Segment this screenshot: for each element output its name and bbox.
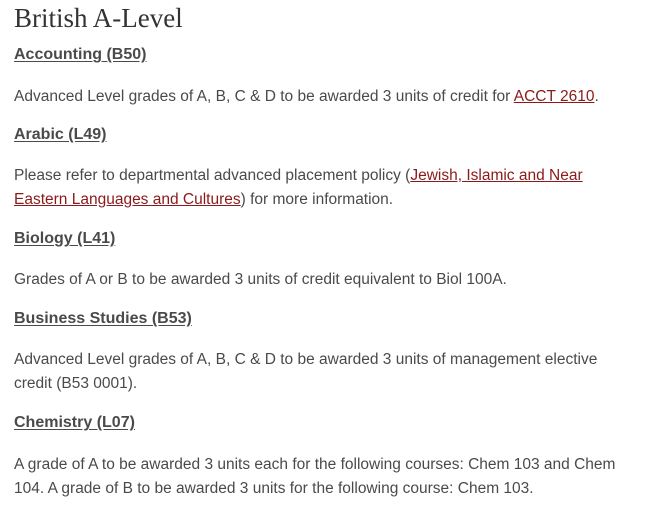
text-arabic-before: Please refer to departmental advanced placement policy ( (14, 167, 411, 184)
heading-business-studies: Business Studies (B53) (14, 310, 192, 327)
link-acct-2610[interactable]: ACCT 2610 (513, 88, 595, 105)
text-arabic-after: ) for more information. (240, 191, 394, 208)
text-accounting-after: . (594, 88, 599, 105)
text-accounting-before: Advanced Level grades of A, B, C & D to be awarded 3 units of credit for (14, 88, 514, 105)
heading-chemistry: Chemistry (L07) (14, 414, 135, 431)
text-biology: Grades of A or B to be awarded 3 units of credit equivalent to Biol 100A. (14, 271, 507, 288)
text-chemistry: A grade of A to be awarded 3 units each for the following courses: Chem 103 and Chem 104. A grade of B to be awarded 3 units for the following course: Chem 103. (14, 456, 616, 497)
text-accounting (14, 85, 639, 109)
text-arabic (14, 164, 639, 212)
heading-biology: Biology (L41) (14, 230, 116, 247)
link-jewish-islamic-near-eastern[interactable]: Jewish, Islamic and Near Eastern Languages and Cultures (14, 167, 583, 208)
heading-accounting: Accounting (B50) (14, 46, 147, 63)
text-business-studies: Advanced Level grades of A, B, C & D to be awarded 3 units of management elective credit (B53 0001). (14, 351, 598, 392)
page-title: British A-Level (14, 3, 183, 33)
heading-arabic: Arabic (L49) (14, 126, 107, 143)
